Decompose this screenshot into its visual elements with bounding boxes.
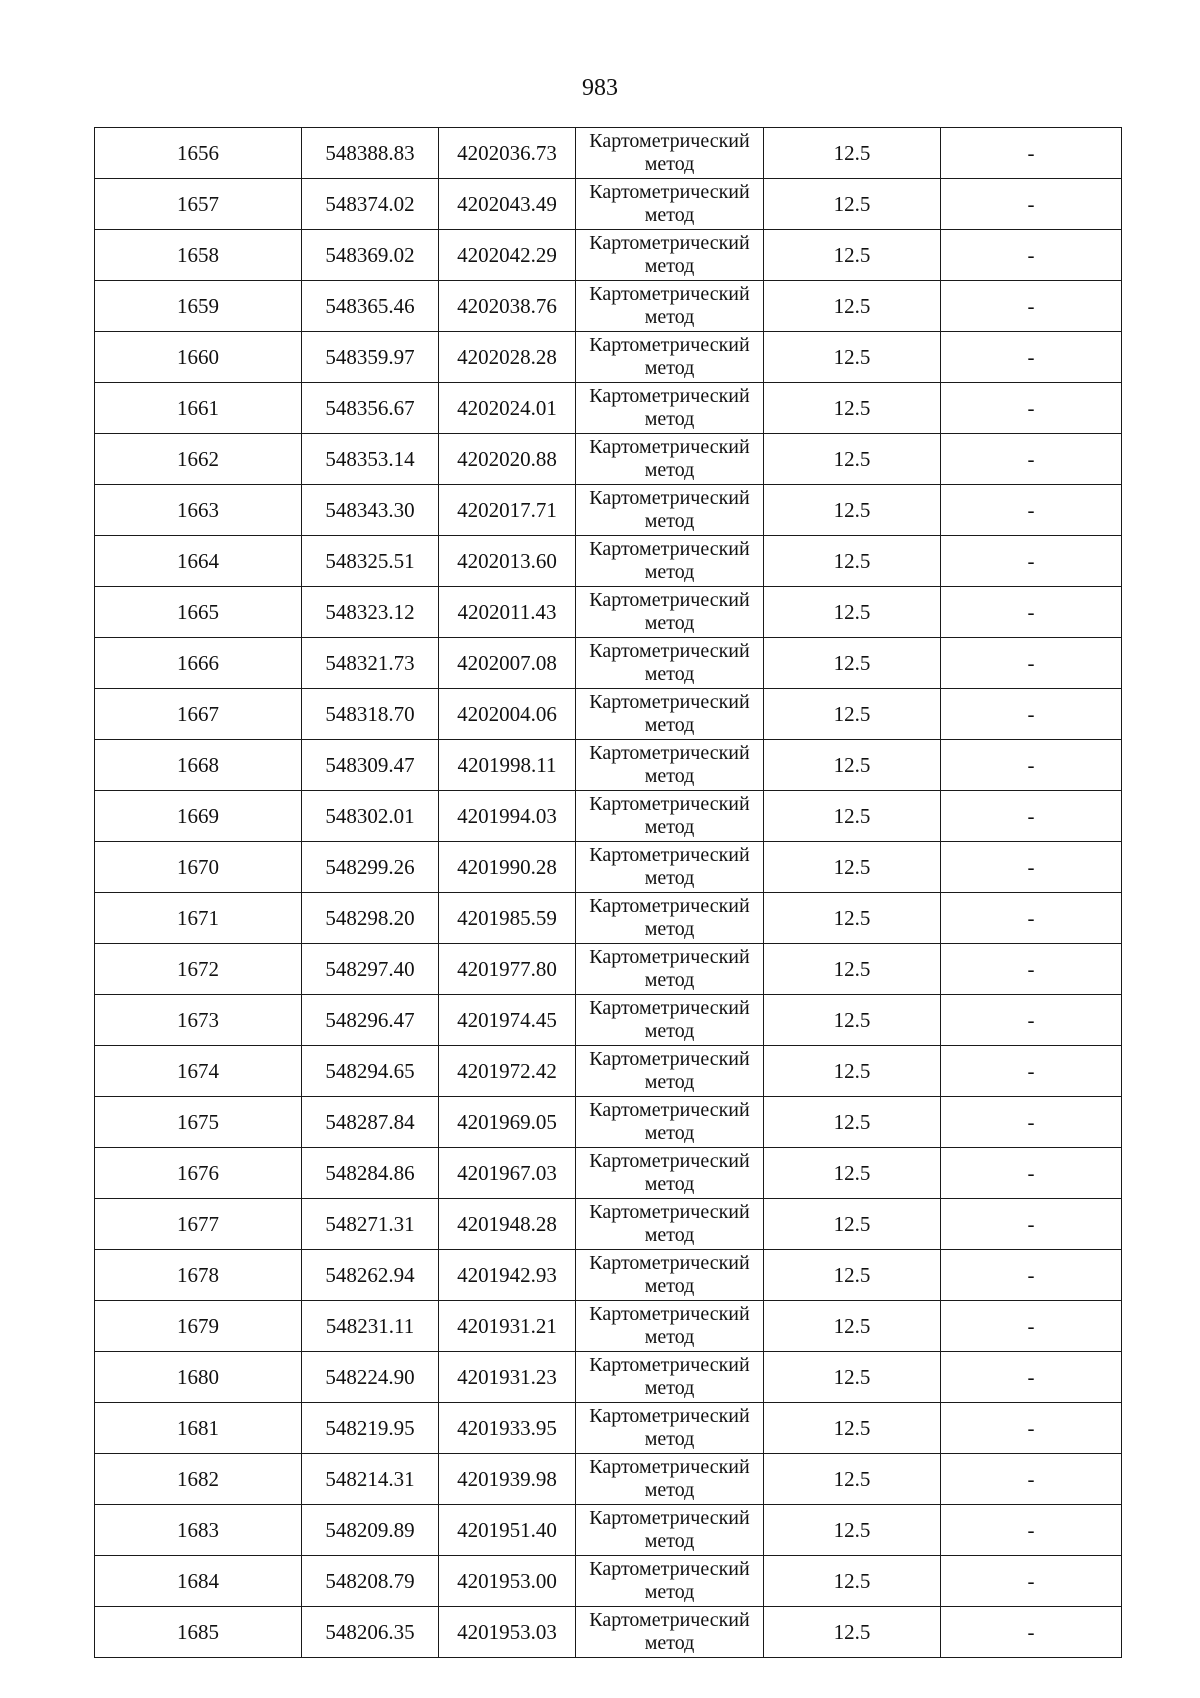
y-coordinate-cell: 4201977.80 xyxy=(439,944,576,995)
method-cell xyxy=(576,740,764,791)
x-coordinate-cell: 548356.67 xyxy=(302,383,439,434)
method-line-1: Картометрический xyxy=(589,436,750,458)
table-row xyxy=(95,179,1122,230)
x-coordinate-cell: 548321.73 xyxy=(302,638,439,689)
point-number-cell: 1665 xyxy=(95,587,302,638)
point-number-cell: 1676 xyxy=(95,1148,302,1199)
x-coordinate-cell: 548287.84 xyxy=(302,1097,439,1148)
method-line-2: метод xyxy=(644,1122,695,1144)
y-coordinate-cell: 4201972.42 xyxy=(439,1046,576,1097)
method-cell xyxy=(576,1556,764,1607)
y-coordinate-cell: 4201969.05 xyxy=(439,1097,576,1148)
method-line-1: Картометрический xyxy=(589,1558,750,1580)
x-coordinate-cell: 548298.20 xyxy=(302,893,439,944)
point-number-cell: 1656 xyxy=(95,128,302,179)
method-cell xyxy=(576,434,764,485)
accuracy-cell: 12.5 xyxy=(764,1607,941,1658)
accuracy-cell: 12.5 xyxy=(764,587,941,638)
table-row xyxy=(95,689,1122,740)
note-cell: - xyxy=(941,332,1122,383)
point-number-cell: 1675 xyxy=(95,1097,302,1148)
table-row xyxy=(95,1607,1122,1658)
method-cell xyxy=(576,485,764,536)
x-coordinate-cell: 548318.70 xyxy=(302,689,439,740)
accuracy-cell: 12.5 xyxy=(764,536,941,587)
note-cell: - xyxy=(941,1454,1122,1505)
note-cell: - xyxy=(941,689,1122,740)
table-row xyxy=(95,791,1122,842)
method-line-2: метод xyxy=(644,1173,695,1195)
method-line-1: Картометрический xyxy=(589,1252,750,1274)
accuracy-cell: 12.5 xyxy=(764,842,941,893)
point-number-cell: 1667 xyxy=(95,689,302,740)
point-number-cell: 1669 xyxy=(95,791,302,842)
method-line-2: метод xyxy=(644,357,695,379)
method-line-1: Картометрический xyxy=(589,946,750,968)
table-row xyxy=(95,1301,1122,1352)
note-cell: - xyxy=(941,230,1122,281)
method-line-1: Картометрический xyxy=(589,742,750,764)
method-line-2: метод xyxy=(644,1377,695,1399)
y-coordinate-cell: 4201953.00 xyxy=(439,1556,576,1607)
note-cell: - xyxy=(941,1607,1122,1658)
y-coordinate-cell: 4202043.49 xyxy=(439,179,576,230)
table-row xyxy=(95,230,1122,281)
accuracy-cell: 12.5 xyxy=(764,179,941,230)
table-row xyxy=(95,485,1122,536)
x-coordinate-cell: 548284.86 xyxy=(302,1148,439,1199)
method-cell xyxy=(576,1607,764,1658)
point-number-cell: 1663 xyxy=(95,485,302,536)
accuracy-cell: 12.5 xyxy=(764,995,941,1046)
point-number-cell: 1673 xyxy=(95,995,302,1046)
x-coordinate-cell: 548271.31 xyxy=(302,1199,439,1250)
method-line-1: Картометрический xyxy=(589,232,750,254)
y-coordinate-cell: 4201951.40 xyxy=(439,1505,576,1556)
note-cell: - xyxy=(941,740,1122,791)
method-cell xyxy=(576,230,764,281)
accuracy-cell: 12.5 xyxy=(764,1454,941,1505)
y-coordinate-cell: 4201998.11 xyxy=(439,740,576,791)
table-row xyxy=(95,638,1122,689)
accuracy-cell: 12.5 xyxy=(764,1097,941,1148)
x-coordinate-cell: 548231.11 xyxy=(302,1301,439,1352)
x-coordinate-cell: 548208.79 xyxy=(302,1556,439,1607)
method-line-2: метод xyxy=(644,1581,695,1603)
method-line-2: метод xyxy=(644,510,695,532)
method-line-2: метод xyxy=(644,1632,695,1654)
table-row xyxy=(95,128,1122,179)
method-line-2: метод xyxy=(644,408,695,430)
accuracy-cell: 12.5 xyxy=(764,281,941,332)
x-coordinate-cell: 548359.97 xyxy=(302,332,439,383)
note-cell: - xyxy=(941,536,1122,587)
table-row xyxy=(95,383,1122,434)
point-number-cell: 1666 xyxy=(95,638,302,689)
x-coordinate-cell: 548262.94 xyxy=(302,1250,439,1301)
method-line-1: Картометрический xyxy=(589,997,750,1019)
table-row xyxy=(95,434,1122,485)
y-coordinate-cell: 4202011.43 xyxy=(439,587,576,638)
y-coordinate-cell: 4201948.28 xyxy=(439,1199,576,1250)
method-line-2: метод xyxy=(644,969,695,991)
accuracy-cell: 12.5 xyxy=(764,485,941,536)
method-line-2: метод xyxy=(644,816,695,838)
method-line-2: метод xyxy=(644,1275,695,1297)
method-cell xyxy=(576,587,764,638)
accuracy-cell: 12.5 xyxy=(764,638,941,689)
note-cell: - xyxy=(941,179,1122,230)
coordinates-table xyxy=(94,127,1122,1658)
method-line-1: Картометрический xyxy=(589,1405,750,1427)
y-coordinate-cell: 4202038.76 xyxy=(439,281,576,332)
x-coordinate-cell: 548209.89 xyxy=(302,1505,439,1556)
table-row xyxy=(95,1505,1122,1556)
y-coordinate-cell: 4201994.03 xyxy=(439,791,576,842)
y-coordinate-cell: 4201985.59 xyxy=(439,893,576,944)
y-coordinate-cell: 4202042.29 xyxy=(439,230,576,281)
method-cell xyxy=(576,791,764,842)
method-line-1: Картометрический xyxy=(589,895,750,917)
table-row xyxy=(95,893,1122,944)
note-cell: - xyxy=(941,1301,1122,1352)
method-line-1: Картометрический xyxy=(589,1609,750,1631)
y-coordinate-cell: 4202024.01 xyxy=(439,383,576,434)
note-cell: - xyxy=(941,1403,1122,1454)
point-number-cell: 1674 xyxy=(95,1046,302,1097)
method-line-2: метод xyxy=(644,612,695,634)
method-line-1: Картометрический xyxy=(589,691,750,713)
accuracy-cell: 12.5 xyxy=(764,128,941,179)
point-number-cell: 1683 xyxy=(95,1505,302,1556)
point-number-cell: 1680 xyxy=(95,1352,302,1403)
y-coordinate-cell: 4202020.88 xyxy=(439,434,576,485)
point-number-cell: 1679 xyxy=(95,1301,302,1352)
method-line-2: метод xyxy=(644,1326,695,1348)
y-coordinate-cell: 4202028.28 xyxy=(439,332,576,383)
point-number-cell: 1668 xyxy=(95,740,302,791)
method-cell xyxy=(576,332,764,383)
x-coordinate-cell: 548297.40 xyxy=(302,944,439,995)
x-coordinate-cell: 548296.47 xyxy=(302,995,439,1046)
x-coordinate-cell: 548353.14 xyxy=(302,434,439,485)
accuracy-cell: 12.5 xyxy=(764,689,941,740)
x-coordinate-cell: 548219.95 xyxy=(302,1403,439,1454)
table-row xyxy=(95,1556,1122,1607)
x-coordinate-cell: 548369.02 xyxy=(302,230,439,281)
page-number: 983 xyxy=(582,75,618,101)
method-line-2: метод xyxy=(644,153,695,175)
method-line-1: Картометрический xyxy=(589,844,750,866)
method-cell xyxy=(576,383,764,434)
point-number-cell: 1677 xyxy=(95,1199,302,1250)
note-cell: - xyxy=(941,1505,1122,1556)
y-coordinate-cell: 4202017.71 xyxy=(439,485,576,536)
note-cell: - xyxy=(941,383,1122,434)
y-coordinate-cell: 4202007.08 xyxy=(439,638,576,689)
method-cell xyxy=(576,179,764,230)
method-line-2: метод xyxy=(644,255,695,277)
x-coordinate-cell: 548224.90 xyxy=(302,1352,439,1403)
method-line-1: Картометрический xyxy=(589,487,750,509)
table-row xyxy=(95,995,1122,1046)
method-line-1: Картометрический xyxy=(589,1150,750,1172)
x-coordinate-cell: 548294.65 xyxy=(302,1046,439,1097)
note-cell: - xyxy=(941,485,1122,536)
note-cell: - xyxy=(941,1352,1122,1403)
method-cell xyxy=(576,1352,764,1403)
table-row xyxy=(95,944,1122,995)
method-line-1: Картометрический xyxy=(589,1456,750,1478)
point-number-cell: 1662 xyxy=(95,434,302,485)
note-cell: - xyxy=(941,893,1122,944)
method-cell xyxy=(576,1403,764,1454)
method-line-1: Картометрический xyxy=(589,334,750,356)
x-coordinate-cell: 548309.47 xyxy=(302,740,439,791)
point-number-cell: 1658 xyxy=(95,230,302,281)
method-line-2: метод xyxy=(644,765,695,787)
method-line-1: Картометрический xyxy=(589,1099,750,1121)
table-row xyxy=(95,1097,1122,1148)
x-coordinate-cell: 548302.01 xyxy=(302,791,439,842)
table-row xyxy=(95,1046,1122,1097)
method-cell xyxy=(576,1454,764,1505)
table-row xyxy=(95,1199,1122,1250)
method-line-2: метод xyxy=(644,663,695,685)
accuracy-cell: 12.5 xyxy=(764,1505,941,1556)
method-cell xyxy=(576,1301,764,1352)
method-line-1: Картометрический xyxy=(589,283,750,305)
note-cell: - xyxy=(941,1046,1122,1097)
method-line-1: Картометрический xyxy=(589,589,750,611)
point-number-cell: 1672 xyxy=(95,944,302,995)
method-cell xyxy=(576,1046,764,1097)
accuracy-cell: 12.5 xyxy=(764,230,941,281)
accuracy-cell: 12.5 xyxy=(764,1352,941,1403)
method-cell xyxy=(576,1097,764,1148)
accuracy-cell: 12.5 xyxy=(764,1148,941,1199)
method-cell xyxy=(576,944,764,995)
method-line-2: метод xyxy=(644,1071,695,1093)
method-line-2: метод xyxy=(644,1224,695,1246)
method-line-2: метод xyxy=(644,867,695,889)
table-row xyxy=(95,1403,1122,1454)
y-coordinate-cell: 4202036.73 xyxy=(439,128,576,179)
note-cell: - xyxy=(941,1250,1122,1301)
method-line-2: метод xyxy=(644,561,695,583)
method-line-2: метод xyxy=(644,918,695,940)
x-coordinate-cell: 548323.12 xyxy=(302,587,439,638)
note-cell: - xyxy=(941,842,1122,893)
x-coordinate-cell: 548206.35 xyxy=(302,1607,439,1658)
note-cell: - xyxy=(941,995,1122,1046)
method-cell xyxy=(576,995,764,1046)
method-line-2: метод xyxy=(644,714,695,736)
accuracy-cell: 12.5 xyxy=(764,740,941,791)
point-number-cell: 1660 xyxy=(95,332,302,383)
point-number-cell: 1661 xyxy=(95,383,302,434)
note-cell: - xyxy=(941,1199,1122,1250)
method-line-2: метод xyxy=(644,306,695,328)
y-coordinate-cell: 4202004.06 xyxy=(439,689,576,740)
point-number-cell: 1657 xyxy=(95,179,302,230)
accuracy-cell: 12.5 xyxy=(764,1199,941,1250)
accuracy-cell: 12.5 xyxy=(764,383,941,434)
method-cell xyxy=(576,1199,764,1250)
point-number-cell: 1684 xyxy=(95,1556,302,1607)
method-cell xyxy=(576,1148,764,1199)
note-cell: - xyxy=(941,587,1122,638)
y-coordinate-cell: 4201953.03 xyxy=(439,1607,576,1658)
method-line-1: Картометрический xyxy=(589,1048,750,1070)
point-number-cell: 1685 xyxy=(95,1607,302,1658)
x-coordinate-cell: 548325.51 xyxy=(302,536,439,587)
note-cell: - xyxy=(941,638,1122,689)
accuracy-cell: 12.5 xyxy=(764,1301,941,1352)
accuracy-cell: 12.5 xyxy=(764,332,941,383)
table-row xyxy=(95,536,1122,587)
method-cell xyxy=(576,1250,764,1301)
note-cell: - xyxy=(941,944,1122,995)
note-cell: - xyxy=(941,128,1122,179)
method-line-2: метод xyxy=(644,1479,695,1501)
table-row xyxy=(95,332,1122,383)
method-cell xyxy=(576,1505,764,1556)
note-cell: - xyxy=(941,1097,1122,1148)
point-number-cell: 1682 xyxy=(95,1454,302,1505)
method-line-1: Картометрический xyxy=(589,1303,750,1325)
method-cell xyxy=(576,536,764,587)
table-row xyxy=(95,1148,1122,1199)
x-coordinate-cell: 548374.02 xyxy=(302,179,439,230)
method-cell xyxy=(576,842,764,893)
x-coordinate-cell: 548388.83 xyxy=(302,128,439,179)
x-coordinate-cell: 548214.31 xyxy=(302,1454,439,1505)
accuracy-cell: 12.5 xyxy=(764,1403,941,1454)
point-number-cell: 1678 xyxy=(95,1250,302,1301)
table-row xyxy=(95,740,1122,791)
y-coordinate-cell: 4201931.21 xyxy=(439,1301,576,1352)
accuracy-cell: 12.5 xyxy=(764,434,941,485)
method-line-2: метод xyxy=(644,1020,695,1042)
method-cell xyxy=(576,281,764,332)
accuracy-cell: 12.5 xyxy=(764,1556,941,1607)
y-coordinate-cell: 4201933.95 xyxy=(439,1403,576,1454)
accuracy-cell: 12.5 xyxy=(764,1046,941,1097)
method-line-2: метод xyxy=(644,1530,695,1552)
x-coordinate-cell: 548365.46 xyxy=(302,281,439,332)
y-coordinate-cell: 4201974.45 xyxy=(439,995,576,1046)
method-line-1: Картометрический xyxy=(589,538,750,560)
method-line-2: метод xyxy=(644,204,695,226)
y-coordinate-cell: 4201990.28 xyxy=(439,842,576,893)
note-cell: - xyxy=(941,434,1122,485)
table-row xyxy=(95,587,1122,638)
method-line-1: Картометрический xyxy=(589,181,750,203)
table-row xyxy=(95,1250,1122,1301)
point-number-cell: 1670 xyxy=(95,842,302,893)
table-row xyxy=(95,842,1122,893)
method-line-2: метод xyxy=(644,1428,695,1450)
y-coordinate-cell: 4201939.98 xyxy=(439,1454,576,1505)
y-coordinate-cell: 4201931.23 xyxy=(439,1352,576,1403)
point-number-cell: 1659 xyxy=(95,281,302,332)
method-line-1: Картометрический xyxy=(589,385,750,407)
y-coordinate-cell: 4202013.60 xyxy=(439,536,576,587)
table-row xyxy=(95,1352,1122,1403)
method-cell xyxy=(576,638,764,689)
note-cell: - xyxy=(941,791,1122,842)
note-cell: - xyxy=(941,1148,1122,1199)
accuracy-cell: 12.5 xyxy=(764,893,941,944)
method-line-1: Картометрический xyxy=(589,640,750,662)
x-coordinate-cell: 548343.30 xyxy=(302,485,439,536)
accuracy-cell: 12.5 xyxy=(764,944,941,995)
point-number-cell: 1671 xyxy=(95,893,302,944)
note-cell: - xyxy=(941,1556,1122,1607)
point-number-cell: 1664 xyxy=(95,536,302,587)
accuracy-cell: 12.5 xyxy=(764,791,941,842)
y-coordinate-cell: 4201942.93 xyxy=(439,1250,576,1301)
method-line-1: Картометрический xyxy=(589,130,750,152)
method-cell xyxy=(576,893,764,944)
method-line-1: Картометрический xyxy=(589,1507,750,1529)
table-body xyxy=(95,128,1122,1658)
method-cell xyxy=(576,128,764,179)
method-line-1: Картометрический xyxy=(589,793,750,815)
method-line-1: Картометрический xyxy=(589,1354,750,1376)
accuracy-cell: 12.5 xyxy=(764,1250,941,1301)
method-line-1: Картометрический xyxy=(589,1201,750,1223)
point-number-cell: 1681 xyxy=(95,1403,302,1454)
x-coordinate-cell: 548299.26 xyxy=(302,842,439,893)
table-row xyxy=(95,281,1122,332)
method-cell xyxy=(576,689,764,740)
note-cell: - xyxy=(941,281,1122,332)
y-coordinate-cell: 4201967.03 xyxy=(439,1148,576,1199)
method-line-2: метод xyxy=(644,459,695,481)
table-row xyxy=(95,1454,1122,1505)
